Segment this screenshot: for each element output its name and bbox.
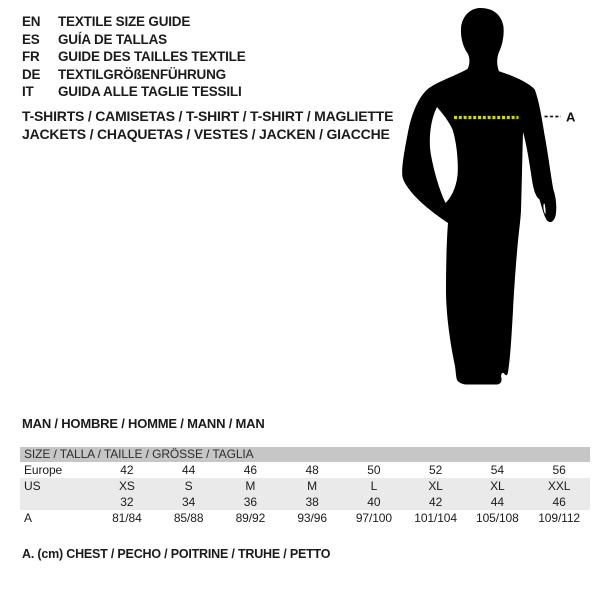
- table-cell: 109/112: [538, 511, 581, 525]
- table-cell: 89/92: [235, 511, 266, 525]
- language-code: IT: [22, 84, 34, 100]
- language-text: GUIDA ALLE TAGLIE TESSILI: [58, 84, 242, 100]
- language-text: GUIDE DES TAILLES TEXTILE: [58, 49, 246, 65]
- table-cell: 85/88: [173, 511, 204, 525]
- row-label: [20, 494, 96, 510]
- language-text: TEXTILE SIZE GUIDE: [58, 14, 191, 29]
- language-row-de: [22, 66, 246, 84]
- row-label: US: [24, 479, 41, 493]
- section-title: MAN / HOMBRE / HOMME / MANN / MAN: [22, 416, 265, 431]
- table-cell: 32: [120, 495, 134, 509]
- table-cell: XS: [118, 479, 135, 493]
- table-cell: 97/100: [355, 511, 392, 525]
- category-line-jackets: JACKETS / CHAQUETAS / VESTES / JACKEN / GIACCHE: [22, 125, 390, 142]
- language-text: TEXTILGRÖßENFÜHRUNG: [58, 66, 226, 82]
- table-cell: 46: [552, 495, 566, 509]
- language-row-it: [22, 83, 246, 101]
- table-cell: M: [245, 479, 256, 493]
- table-cell: XL: [490, 479, 505, 493]
- table-cell: 34: [182, 495, 196, 509]
- language-code: DE: [22, 66, 41, 82]
- table-cell: 50: [367, 463, 381, 477]
- table-cell: S: [184, 479, 193, 493]
- table-cell: 42: [429, 495, 443, 509]
- language-code: FR: [22, 49, 40, 65]
- table-cell: L: [370, 479, 378, 493]
- table-cell: 40: [367, 495, 381, 509]
- size-table: [20, 447, 590, 526]
- language-code: ES: [22, 31, 40, 47]
- language-row-es: [22, 31, 246, 49]
- table-cell: 44: [182, 463, 196, 477]
- table-cell: 52: [429, 463, 443, 477]
- man-silhouette-shape: [402, 8, 556, 385]
- table-cell: XXL: [547, 479, 571, 493]
- category-titles: [22, 108, 393, 143]
- table-row-us: [20, 478, 590, 494]
- table-cell: 36: [243, 495, 257, 509]
- language-row-en: [22, 13, 246, 31]
- table-cell: 46: [243, 463, 257, 477]
- language-code: EN: [22, 14, 41, 29]
- row-label: Europe: [24, 463, 63, 477]
- table-cell: 56: [552, 463, 566, 477]
- table-cell: 81/84: [112, 511, 142, 525]
- table-cell: 54: [490, 463, 504, 477]
- table-cell: 105/108: [476, 511, 519, 525]
- language-list: [22, 13, 246, 101]
- table-cell: 93/96: [297, 511, 327, 525]
- table-row-europe: [20, 462, 590, 478]
- table-cell: 101/104: [414, 511, 457, 525]
- category-line-tshirts: T-SHIRTS / CAMISETAS / T-SHIRT / T-SHIRT / MAGLIETTE: [22, 108, 394, 124]
- man-silhouette: [390, 0, 590, 400]
- measurement-legend: A. (cm) CHEST / PECHO / POITRINE / TRUHE / PETTO: [22, 547, 331, 561]
- table-row-chest-a: [20, 510, 590, 526]
- table-cell: 48: [305, 463, 319, 477]
- measure-label-a: A: [566, 109, 576, 125]
- table-cell: 42: [120, 463, 134, 477]
- table-cell: M: [307, 479, 318, 493]
- size-table-header: SIZE / TALLA / TAILLE / GRÖSSE / TAGLIA: [20, 447, 590, 462]
- table-cell: XL: [428, 479, 443, 493]
- table-cell: 38: [305, 495, 319, 509]
- language-row-fr: [22, 48, 246, 66]
- table-row-us-numeric: [20, 494, 590, 510]
- language-text: GUÍA DE TALLAS: [58, 31, 167, 47]
- row-label: A: [24, 511, 32, 525]
- table-cell: 44: [490, 495, 504, 509]
